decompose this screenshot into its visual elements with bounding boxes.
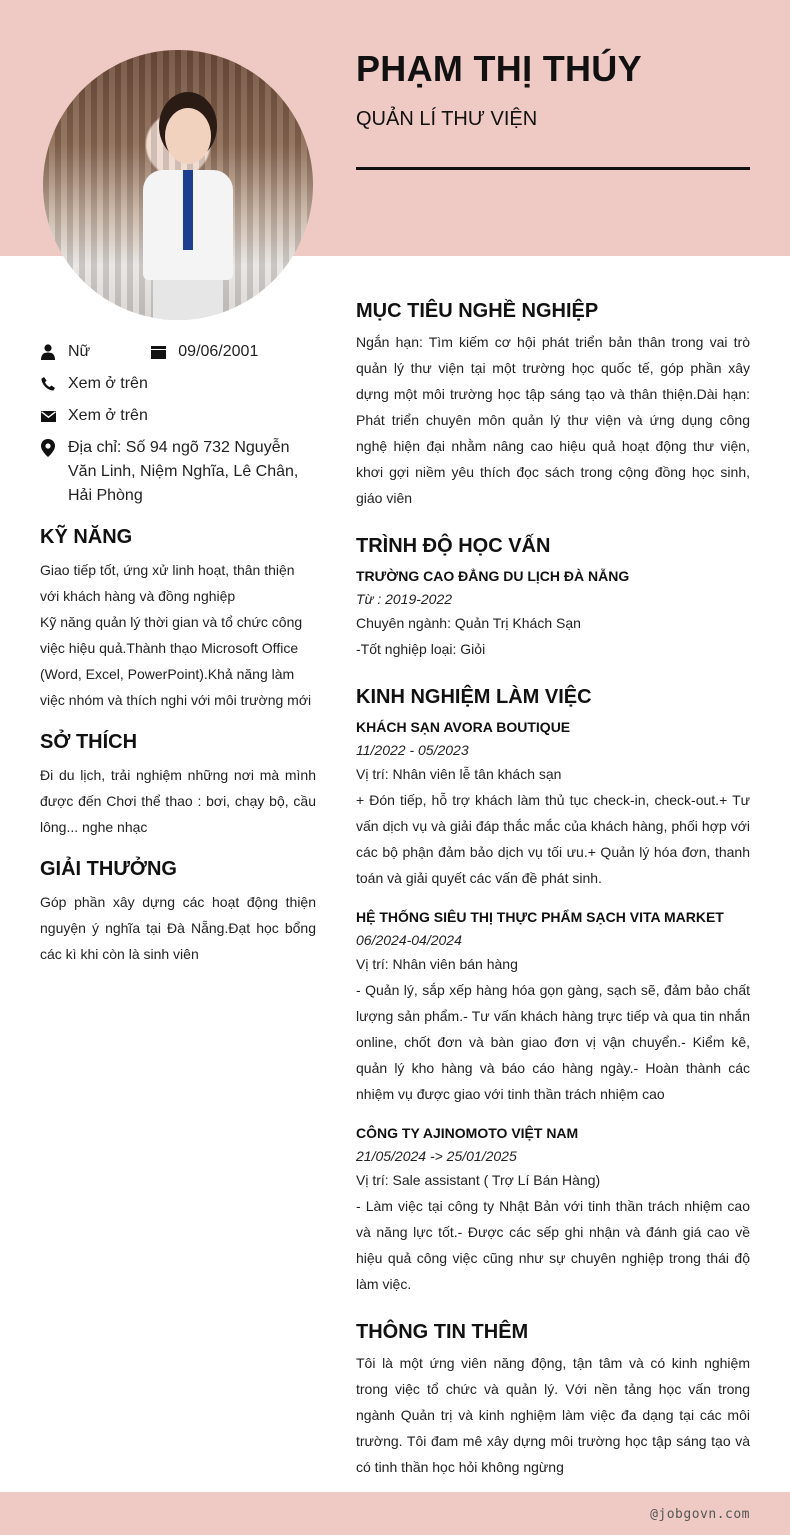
objective-text: Ngắn hạn: Tìm kiếm cơ hội phát triển bản thân trong vai trò quản lý thư viện tại một trường học quốc tế, góp phần xây dựng một môi trường học tập sáng tạo và thân thiện.Dài hạn: Phát triển chuyên môn quản lý thư viện và ứng dụng công nghệ hiện đại nhằm nâng cao hiệu quả hoạt động thư viện, khơi gợi niềm yêu thích đọc sách trong cộng đồng học sinh, giáo viên bbox=[356, 334, 750, 506]
experience-position: Vị trí: Sale assistant ( Trợ Lí Bán Hàng) bbox=[356, 1172, 601, 1188]
experience-description: - Quản lý, sắp xếp hàng hóa gọn gàng, sạch sẽ, đảm bảo chất lượng sản phẩm.- Tư vấn khách hàng trực tiếp và qua tin nhắn online, chốt đơn và bàn giao đơn vị vận chuyển.- Kiểm kê, quản lý kho hàng và báo cáo hàng ngày.- Hoàn thành các nhiệm vụ được giao với tinh thần trách nhiệm cao bbox=[356, 982, 750, 1102]
awards-text: Góp phần xây dựng các hoạt động thiện nguyện ý nghĩa tại Đà Nẵng.Đạt học bổng các kì khi còn là sinh viên bbox=[40, 894, 316, 962]
experience-position: Vị trí: Nhân viên lễ tân khách sạn bbox=[356, 766, 562, 782]
additional-text: Tôi là một ứng viên năng động, tận tâm và có kinh nghiệm trong việc tổ chức và quản lý. Với nền tảng học vấn trong ngành Quản trị và kinh nghiệm làm việc đa dạng tại các môi trường. Tôi đam mê xây dựng môi trường học tập sáng tạo và có tinh thần học hỏi không ngừng bbox=[356, 1355, 750, 1475]
experience-company: CÔNG TY AJINOMOTO VIỆT NAM bbox=[356, 1125, 579, 1141]
experience-period: 21/05/2024 -> 25/01/2025 bbox=[356, 1148, 517, 1164]
phone-value: Xem ở trên bbox=[68, 375, 148, 392]
phone-icon bbox=[40, 372, 56, 396]
objective-section bbox=[356, 300, 750, 511]
experience-section bbox=[356, 686, 750, 1297]
education-grade: -Tốt nghiệp loại: Giỏi bbox=[356, 641, 486, 657]
experience-item bbox=[356, 905, 750, 1107]
hobbies-text: Đi du lịch, trải nghiệm những nơi mà mình được đến Chơi thể thao : bơi, chạy bộ, cầu lông... nghe nhạc bbox=[40, 767, 316, 835]
education-major: Chuyên ngành: Quản Trị Khách Sạn bbox=[356, 615, 581, 631]
experience-period: 06/2024-04/2024 bbox=[356, 932, 462, 948]
candidate-name: PHẠM THỊ THÚY bbox=[356, 48, 642, 89]
experience-item bbox=[356, 715, 750, 891]
experience-period: 11/2022 - 05/2023 bbox=[356, 742, 469, 758]
experience-item bbox=[356, 1121, 750, 1297]
experience-position: Vị trí: Nhân viên bán hàng bbox=[356, 956, 518, 972]
experience-title: KINH NGHIỆM LÀM VIỆC bbox=[356, 686, 592, 708]
email-value: Xem ở trên bbox=[68, 407, 148, 424]
experience-company: KHÁCH SẠN AVORA BOUTIQUE bbox=[356, 719, 571, 735]
profile-photo bbox=[43, 50, 313, 320]
address-value: Địa chỉ: Số 94 ngõ 732 Nguyễn Văn Linh, Niệm Nghĩa, Lê Chân, Hải Phòng bbox=[68, 439, 299, 504]
person-icon bbox=[40, 340, 56, 364]
right-column bbox=[356, 300, 750, 1504]
skills-title: KỸ NĂNG bbox=[40, 526, 133, 548]
calendar-icon bbox=[150, 340, 166, 364]
location-icon bbox=[40, 436, 56, 460]
additional-title: THÔNG TIN THÊM bbox=[356, 1321, 529, 1343]
hobbies-title: SỞ THÍCH bbox=[40, 731, 138, 753]
email-icon bbox=[40, 404, 56, 428]
education-school: TRƯỜNG CAO ĐẲNG DU LỊCH ĐÀ NẴNG bbox=[356, 568, 630, 584]
footer-brand[interactable]: @jobgovn.com bbox=[650, 1507, 750, 1522]
education-section bbox=[356, 535, 750, 662]
gender-birthdate-row bbox=[40, 340, 316, 364]
left-column bbox=[40, 340, 316, 967]
experience-description: + Đón tiếp, hỗ trợ khách làm thủ tục check-in, check-out.+ Tư vấn dịch vụ và giải đáp thắc mắc của khách hàng, phối hợp với các bộ phận đảm bảo dịch vụ tối ưu.+ Quản lý hóa đơn, thanh toán và giải quyết các vấn đề phát sinh. bbox=[356, 792, 750, 886]
awards-title: GIẢI THƯỞNG bbox=[40, 858, 177, 880]
header-divider bbox=[356, 167, 750, 170]
skills-text: Giao tiếp tốt, ứng xử linh hoạt, thân thiện với khách hàng và đồng nghiệp Kỹ năng quản lý thời gian và tổ chức công việc hiệu quả.Thành thạo Microsoft Office (Word, Excel, PowerPoint).Khả năng làm việc nhóm và thích nghi với môi trường mới bbox=[40, 562, 312, 708]
address-row bbox=[40, 436, 316, 508]
candidate-role: QUẢN LÍ THƯ VIỆN bbox=[356, 108, 538, 130]
phone-row bbox=[40, 372, 316, 396]
education-title: TRÌNH ĐỘ HỌC VẤN bbox=[356, 535, 551, 557]
gender-value: Nữ bbox=[68, 343, 91, 360]
birthdate-value: 09/06/2001 bbox=[178, 343, 259, 360]
experience-company: HỆ THỐNG SIÊU THỊ THỰC PHẨM SẠCH VITA MARKET bbox=[356, 909, 724, 925]
objective-title: MỤC TIÊU NGHỀ NGHIỆP bbox=[356, 300, 599, 322]
additional-section bbox=[356, 1321, 750, 1480]
experience-description: - Làm việc tại công ty Nhật Bản với tinh thần trách nhiệm cao và năng lực tốt.- Được các sếp ghi nhận và đánh giá cao về hiệu quả công việc cũng như sự chuyên nghiệp trong thái độ làm việc. bbox=[356, 1198, 750, 1292]
email-row bbox=[40, 404, 316, 428]
education-period: Từ : 2019-2022 bbox=[356, 591, 453, 607]
